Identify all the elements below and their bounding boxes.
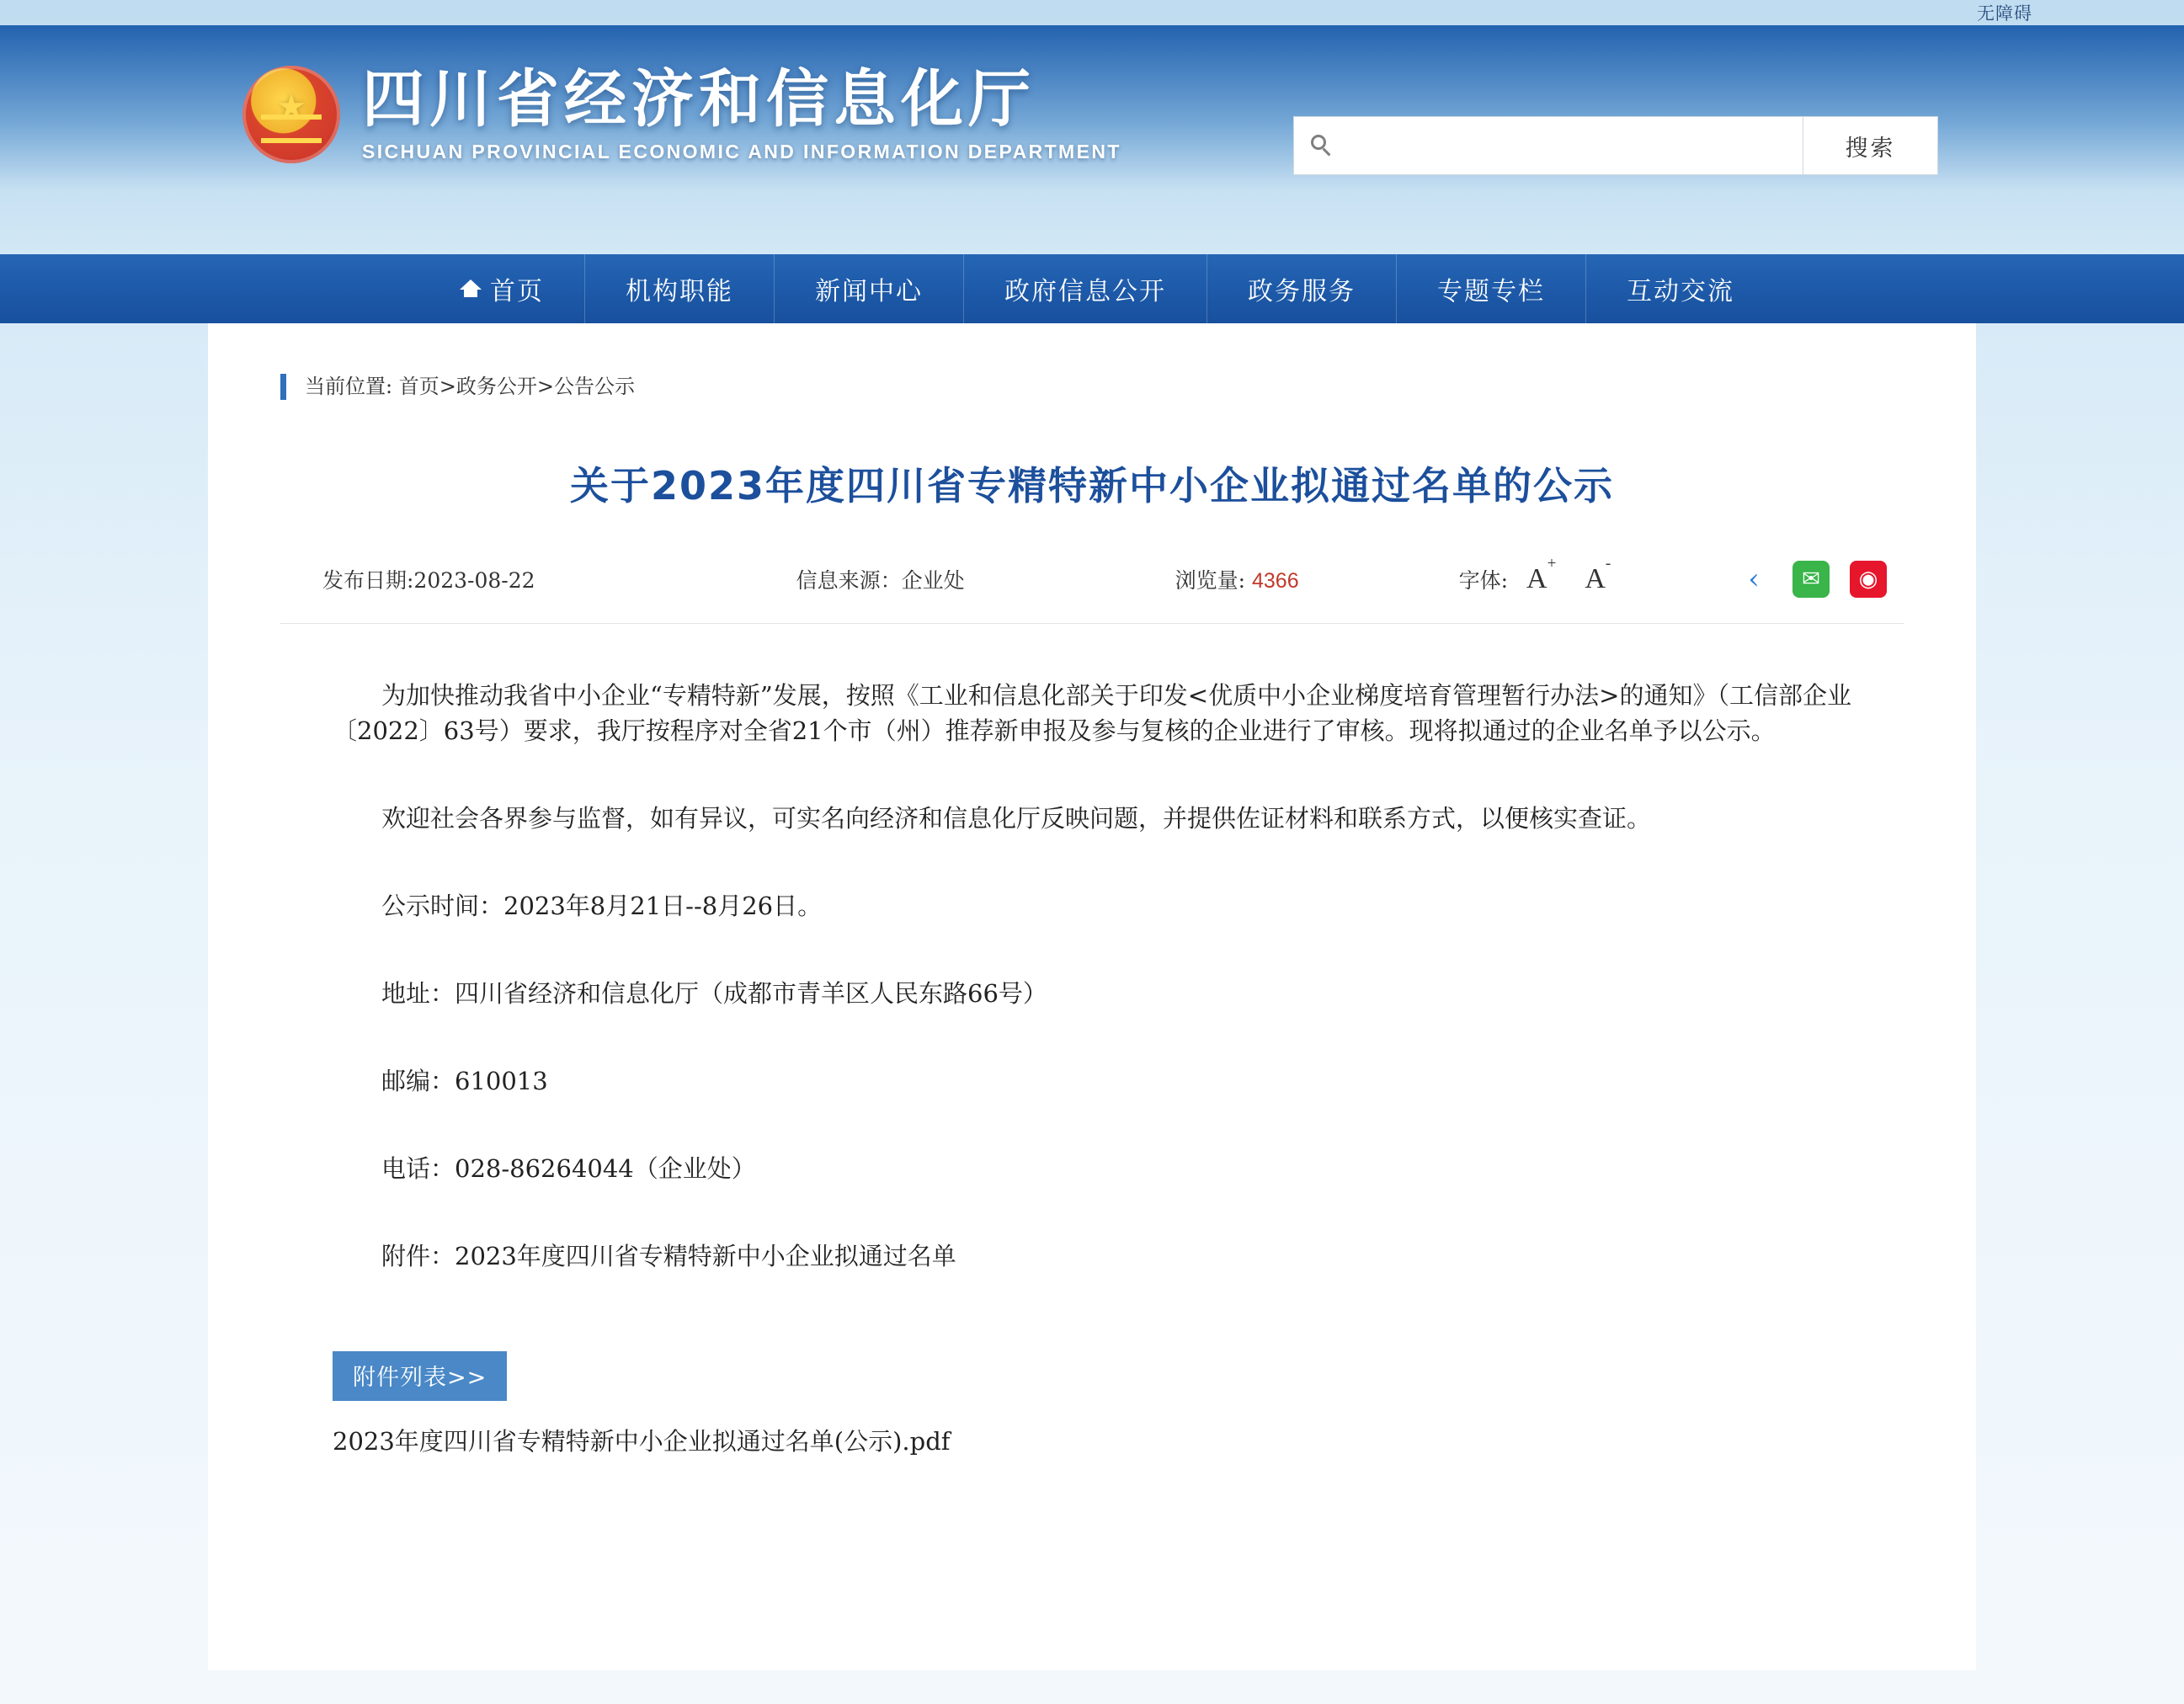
article-body — [333, 678, 1851, 1274]
nav-item-gov-service[interactable] — [1207, 254, 1397, 323]
main-nav — [0, 254, 2184, 323]
site-name-en: SICHUAN PROVINCIAL ECONOMIC AND INFORMATION DEPARTMENT — [362, 141, 1121, 163]
breadcrumb-label: 当前位置: — [305, 375, 393, 398]
view-count-value: 4366 — [1251, 568, 1299, 593]
national-emblem-icon — [242, 66, 340, 163]
view-count — [1175, 564, 1299, 594]
home-icon — [460, 280, 482, 298]
attachment-list-header: 附件列表>> — [333, 1351, 507, 1401]
article-meta-bar — [280, 557, 1904, 624]
nav-item-label: 专题专栏 — [1437, 277, 1545, 306]
site-brand[interactable] — [242, 63, 1121, 163]
breadcrumb-path[interactable]: 首页>政务公开>公告公示 — [398, 375, 635, 398]
nav-item-organization[interactable] — [585, 254, 775, 323]
search-area — [1293, 116, 1938, 175]
font-decrease-button[interactable]: A- — [1585, 555, 1611, 594]
article-card — [208, 323, 1976, 1670]
search-icon — [1309, 133, 1334, 158]
nav-item-label: 首页 — [490, 277, 544, 306]
font-size-label: 字体: — [1458, 567, 1509, 593]
font-size-controls — [1458, 555, 1622, 595]
nav-item-label: 新闻中心 — [815, 277, 923, 306]
site-header — [0, 25, 2184, 254]
weibo-icon[interactable]: ◉ — [1850, 561, 1887, 598]
content-wrapper — [0, 323, 2184, 1670]
nav-item-label: 政务服务 — [1248, 277, 1356, 306]
font-increase-button[interactable]: A+ — [1526, 555, 1557, 594]
nav-item-label: 机构职能 — [626, 277, 733, 306]
nav-item-label: 政府信息公开 — [1004, 277, 1166, 306]
nav-item-topics[interactable] — [1397, 254, 1586, 323]
nav-item-gov-info[interactable] — [964, 254, 1207, 323]
article-paragraph: 附件：2023年度四川省专精特新中小企业拟通过名单 — [381, 1241, 956, 1270]
article-paragraph: 公示时间：2023年8月21日--8月26日。 — [381, 891, 823, 920]
attachment-list — [333, 1423, 1976, 1457]
search-input[interactable] — [1345, 133, 1787, 158]
share-icons — [1735, 561, 1887, 598]
publish-date: 发布日期:2023-08-22 — [322, 567, 535, 593]
top-utility-bar — [0, 0, 2184, 25]
nav-item-label: 互动交流 — [1627, 277, 1734, 306]
article-paragraph: 欢迎社会各界参与监督，如有异议，可实名向经济和信息化厅反映问题，并提供佐证材料和联系方式，以便核实查证。 — [381, 803, 1652, 833]
brand-text — [362, 63, 1121, 163]
article-paragraph: 电话：028-86264044（企业处） — [381, 1153, 756, 1183]
article-paragraph: 邮编：610013 — [381, 1066, 548, 1095]
nav-list — [409, 254, 1775, 323]
accessibility-link[interactable]: 无障碍 — [1977, 4, 2032, 24]
search-box[interactable] — [1293, 116, 1803, 175]
nav-item-home[interactable] — [409, 254, 585, 323]
page-title: 关于2023年度四川省专精特新中小企业拟通过名单的公示 — [569, 463, 1615, 509]
info-source: 信息来源：企业处 — [796, 567, 965, 593]
nav-item-news[interactable] — [775, 254, 964, 323]
site-name-cn: 四川省经济和信息化厅 — [362, 63, 1036, 136]
attachment-file-link[interactable]: 2023年度四川省专精特新中小企业拟通过名单(公示).pdf — [333, 1426, 951, 1456]
view-count-label: 浏览量: — [1175, 567, 1246, 593]
share-icon[interactable]: ‹ — [1748, 562, 1760, 596]
wechat-icon[interactable]: ✉ — [1792, 561, 1830, 598]
nav-item-interaction[interactable] — [1586, 254, 1775, 323]
search-button[interactable]: 搜索 — [1803, 116, 1938, 175]
breadcrumb — [280, 374, 1976, 400]
article-paragraph: 地址：四川省经济和信息化厅（成都市青羊区人民东路66号） — [381, 978, 1047, 1008]
article-paragraph: 为加快推动我省中小企业“专精特新”发展，按照《工业和信息化部关于印发<优质中小企业梯度培育管理暂行办法>的通知》（工信部企业〔2022〕63号）要求，我厅按程序对全省21个市（州）推荐新申报及参与复核的企业进行了审核。现将拟通过的企业名单予以公示。 — [333, 680, 1851, 745]
